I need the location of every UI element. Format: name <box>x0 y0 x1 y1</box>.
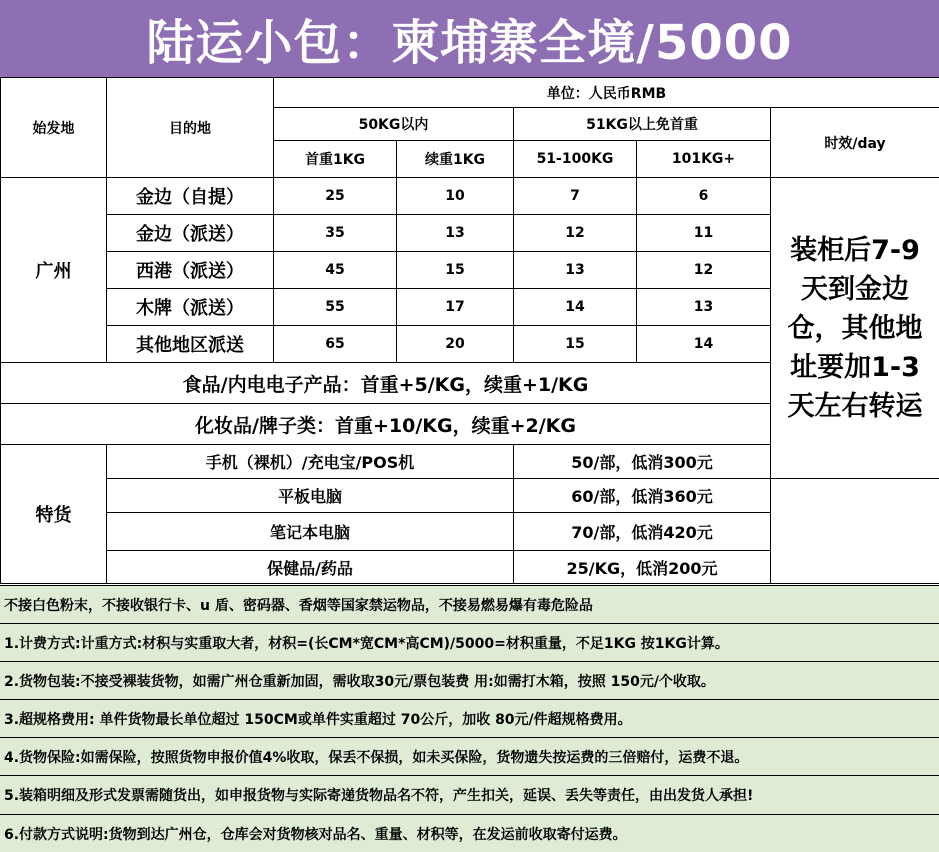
price-101kg-plus: 13 <box>637 289 771 326</box>
note-insurance: 4.货物保险:如需保险，按照货物申报价值4%收取，保丢不保损，如未买保险，货物遗失按运费的三倍赔付，运费不退。 <box>0 737 939 775</box>
header-51-100kg: 51-100KG <box>514 141 637 178</box>
header-first-kg: 首重1KG <box>274 141 397 178</box>
price-add-kg: 10 <box>397 178 514 215</box>
price-add-kg: 13 <box>397 215 514 252</box>
note-packaging: 2.货物包装:不接受裸装货物，如需广州仓重新加固，需收取30元/票包装费 用:如需打木箱，按照 150元/个收取。 <box>0 661 939 699</box>
price-add-kg: 17 <box>397 289 514 326</box>
price-first-kg: 25 <box>274 178 397 215</box>
price-101kg-plus: 11 <box>637 215 771 252</box>
transit-time-line: 天到金边 <box>801 273 909 305</box>
price-add-kg: 15 <box>397 252 514 289</box>
price-first-kg: 65 <box>274 326 397 363</box>
special-item-price: 50/部，低消300元 <box>514 445 771 479</box>
special-item-name: 保健品/药品 <box>107 551 514 584</box>
price-first-kg: 45 <box>274 252 397 289</box>
transit-time-line: 仓，其他地 <box>787 312 923 344</box>
route-destination: 木牌（派送） <box>107 289 274 326</box>
header-add-kg: 续重1KG <box>397 141 514 178</box>
notes-section <box>0 585 939 852</box>
surcharge-food: 食品/内电电子产品：首重+5/KG，续重+1/KG <box>1 363 771 404</box>
transit-time-note <box>771 178 939 479</box>
price-51-100kg: 7 <box>514 178 637 215</box>
table-row <box>1 479 939 513</box>
header-unit: 单位：人民币RMB <box>274 78 939 108</box>
table-row <box>1 178 939 215</box>
rate-table <box>0 77 939 584</box>
special-item-price: 25/KG，低消200元 <box>514 551 771 584</box>
route-destination: 其他地区派送 <box>107 326 274 363</box>
route-destination: 西港（派送） <box>107 252 274 289</box>
note-billing: 1.计费方式:计重方式:材积与实重取大者，材积=(长CM*宽CM*高CM)/5000=材积重量，不足1KG 按1KG计算。 <box>0 623 939 661</box>
note-invoice: 5.装箱明细及形式发票需随货出，如申报货物与实际寄递货物品名不符，产生扣关，延误、丢失等责任，由出发货人承担! <box>0 775 939 814</box>
price-add-kg: 20 <box>397 326 514 363</box>
price-51-100kg: 14 <box>514 289 637 326</box>
special-item-name: 手机（裸机）/充电宝/POS机 <box>107 445 514 479</box>
transit-time-line: 址要加1-3 <box>790 351 920 383</box>
note-oversize: 3.超规格费用: 单件货物最长单位超过 150CM或单件实重超过 70公斤，加收 80元/件超规格费用。 <box>0 699 939 737</box>
price-first-kg: 55 <box>274 289 397 326</box>
page-title: 陆运小包：柬埔寨全境/5000 <box>0 0 939 77</box>
special-item-price: 70/部，低消420元 <box>514 513 771 551</box>
note-payment: 6.付款方式说明:货物到达广州仓，仓库会对货物核对品名、重量、材积等，在发运前收取寄付运费。 <box>0 814 939 852</box>
special-item-price: 60/部，低消360元 <box>514 479 771 513</box>
note-prohibited: 不接白色粉末，不接收银行卡、u 盾、密码器、香烟等国家禁运物品，不接易燃易爆有毒危险品 <box>0 585 939 623</box>
price-51-100kg: 13 <box>514 252 637 289</box>
special-goods-label: 特货 <box>1 445 107 584</box>
header-within-50kg: 50KG以内 <box>274 108 514 141</box>
surcharge-cosmetics: 化妆品/牌子类：首重+10/KG，续重+2/KG <box>1 404 771 445</box>
header-over-51kg: 51KG以上免首重 <box>514 108 771 141</box>
price-101kg-plus: 12 <box>637 252 771 289</box>
price-51-100kg: 15 <box>514 326 637 363</box>
route-destination: 金边（自提） <box>107 178 274 215</box>
route-destination: 金边（派送） <box>107 215 274 252</box>
price-51-100kg: 12 <box>514 215 637 252</box>
special-item-name: 笔记本电脑 <box>107 513 514 551</box>
header-origin: 始发地 <box>1 78 107 178</box>
origin-city: 广州 <box>1 178 107 363</box>
transit-time-line: 装柜后7-9 <box>790 234 920 266</box>
transit-time-line: 天左右转运 <box>787 390 923 422</box>
header-destination: 目的地 <box>107 78 274 178</box>
price-101kg-plus: 6 <box>637 178 771 215</box>
blank-cell <box>771 479 939 584</box>
price-101kg-plus: 14 <box>637 326 771 363</box>
special-item-name: 平板电脑 <box>107 479 514 513</box>
header-101kg-plus: 101KG+ <box>637 141 771 178</box>
price-first-kg: 35 <box>274 215 397 252</box>
header-transit-time: 时效/day <box>771 108 939 178</box>
